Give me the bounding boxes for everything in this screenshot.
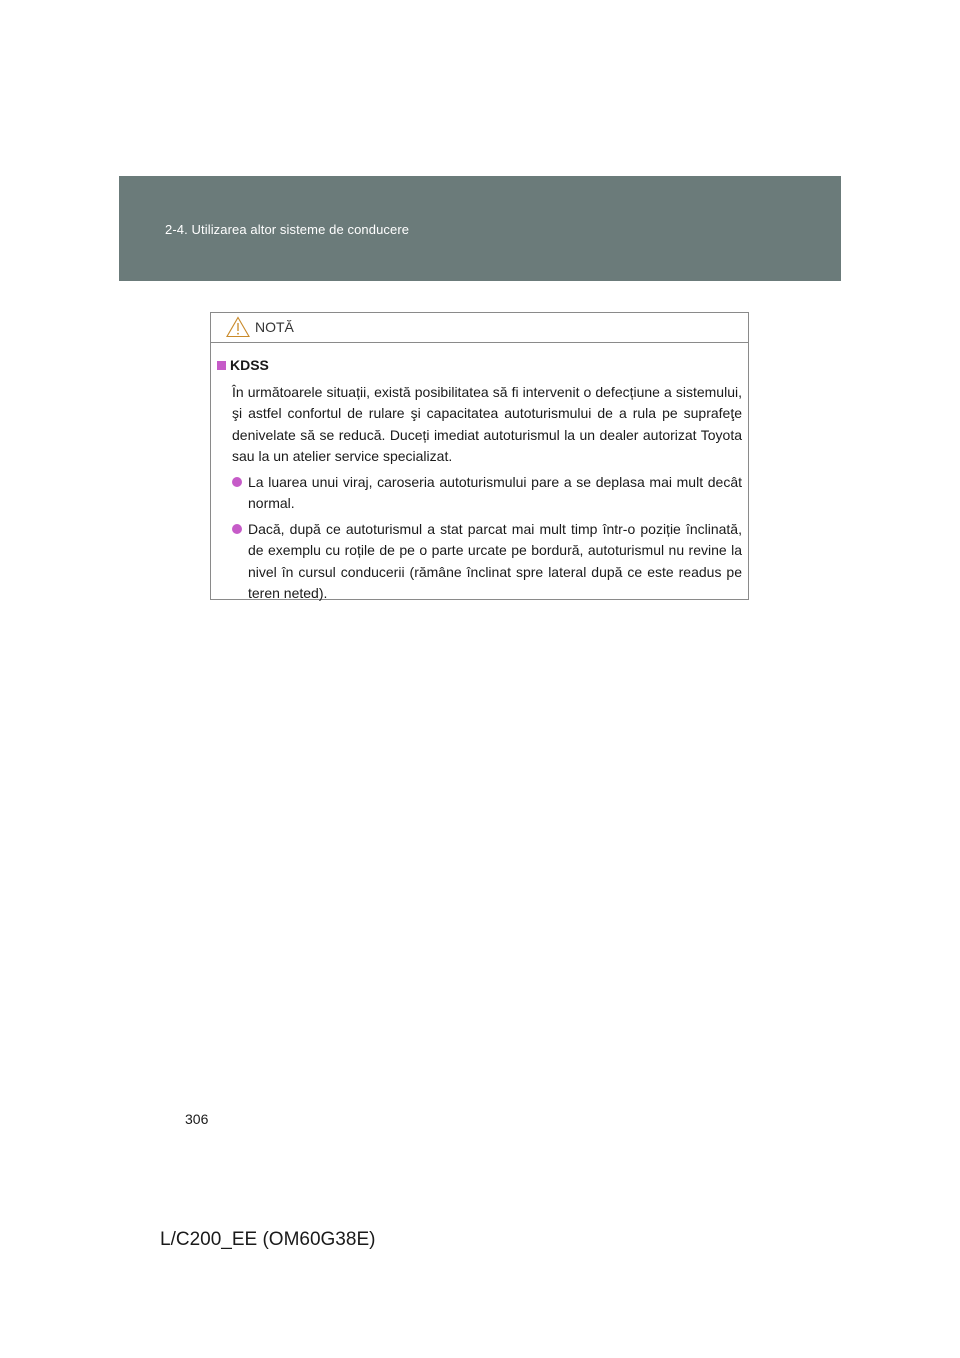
square-bullet-icon <box>217 361 226 370</box>
note-box <box>210 312 749 600</box>
list-item <box>232 472 742 515</box>
list-item <box>232 519 742 605</box>
list-item-text: La luarea unui viraj, caroseria autoturismului pare a se deplasa mai mult decât normal. <box>248 473 742 511</box>
circle-bullet-icon <box>232 477 242 487</box>
note-header <box>211 313 748 343</box>
list-item-text: Dacă, după ce autoturismul a stat parcat mai mult timp într-o poziție înclinată, de exemplu cu roțile de pe o parte urcate pe bordură, autoturismul nu revine la nivel în cursul conducerii (rămâne înclinat spre lateral după ce este readus pe teren neted). <box>248 520 742 601</box>
circle-bullet-icon <box>232 524 242 534</box>
subheading-text: KDSS <box>230 357 269 373</box>
note-label: NOTĂ <box>255 319 294 335</box>
warning-triangle-icon <box>226 316 250 338</box>
note-intro: În următoarele situații, există posibilitatea să fi intervenit o defecțiune a sistemului, şi astfel confortul de rulare şi capacitatea autoturismului de a rula pe suprafeţe denivelate să se reducă. Duceți imediat autoturismul la un dealer autorizat Toyota sau la un atelier service specializat. <box>232 383 742 464</box>
note-body <box>211 343 748 605</box>
section-title: 2-4. Utilizarea altor sisteme de conducere <box>165 222 410 237</box>
page-number: 306 <box>185 1111 209 1127</box>
document-code: L/C200_EE (OM60G38E) <box>160 1229 376 1250</box>
header-band <box>119 176 841 281</box>
note-subheading <box>217 355 742 377</box>
